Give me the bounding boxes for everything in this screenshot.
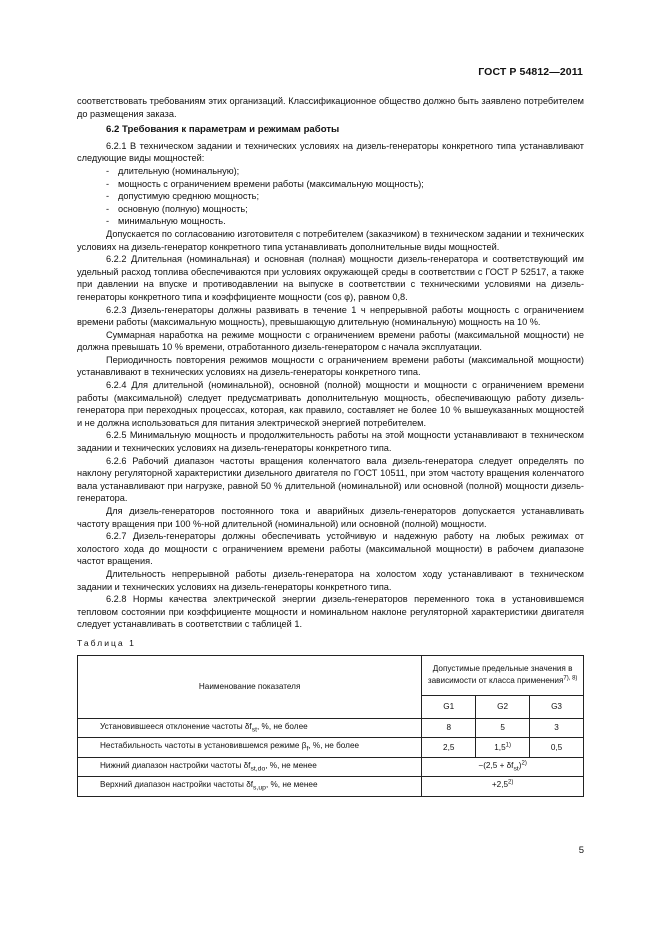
cell-g3: 3: [530, 718, 584, 738]
document-header: ГОСТ Р 54812—2011: [478, 66, 583, 78]
list-item: - допустимую среднюю мощность;: [106, 191, 260, 202]
cell-merged: $+2,5^{2)}$: [422, 777, 584, 797]
section-title: 6.2 Требования к параметрам и режимам работы: [106, 124, 340, 136]
table-row: [78, 738, 584, 758]
cell-g1: 8: [422, 718, 476, 738]
paragraph-total-runtime: Суммарная наработка на режиме мощности с ограничением времени работы (максимальной мощности) не должна превышать 10 % времени, отработанного дизель-генератором с начала эксплуатации.: [77, 329, 584, 353]
table-1: [77, 655, 584, 798]
paragraph-6-2-1: 6.2.1 В техническом задании и технических условиях на дизель-генераторы конкретного типа устанавливают следующие виды мощностей:: [77, 140, 584, 164]
document-body: [77, 95, 584, 797]
column-header-g3: G3: [530, 695, 584, 718]
paragraph-6-2-8: 6.2.8 Нормы качества электрической энергии дизель-генераторов переменного тока в установившемся тепловом состоянии при коэффициенте мощности и номинальном наклоне регуляторной характеристики двигателя следует устанавливать в соответствии с таблицей 1.: [77, 594, 584, 630]
row-name: Верхний диапазон настройки частоты $\delta f_{s,up}$, %, не менее: [78, 777, 422, 797]
column-header-name: Наименование показателя: [78, 655, 422, 718]
row-name: Нижний диапазон настройки частоты $\delta f_{st,do}$, %, не менее: [78, 757, 422, 777]
power-types-list: [77, 165, 584, 228]
table-row: [78, 718, 584, 738]
row-name: Нестабильность частоты в установившемся режиме $\beta_f$, %, не более: [78, 738, 422, 758]
page-number: 5: [578, 845, 584, 856]
cell-g1: 2,5: [422, 738, 476, 758]
column-header-g1: G1: [422, 695, 476, 718]
list-item: - основную (полную) мощность;: [106, 203, 248, 214]
paragraph-6-2-5: 6.2.5 Минимальную мощность и продолжительность работы на этой мощности устанавливают в техническом задании и технических условиях на дизель-генераторы конкретного типа.: [77, 430, 584, 454]
paragraph-dc-generators: Для дизель-генераторов постоянного тока и аварийных дизель-генераторов допускается устанавливать частоту вращения при 100 %-ной длительной (номинальной) или основной (полной) мощности.: [77, 506, 584, 529]
column-header-limits: Допустимые предельные значения в зависимости от класса применения$^{7), 8)}$: [422, 655, 584, 695]
paragraph-periodicity: Периодичность повторения режимов мощности с ограничением времени работы (максимальной мощности) устанавливают в технических условиях на дизель-генераторы конкретного типа.: [77, 354, 584, 378]
intro-paragraph: соответствовать требованиям этих организаций. Классификационное общество должно быть заявлено потребителем до размещения заказа.: [77, 96, 584, 119]
paragraph-6-2-3: 6.2.3 Дизель-генераторы должны развивать в течение 1 ч непрерывной работы мощность с ограничением времени работы (максимальную мощность), превышающую длительную (номинальную) мощность на 10 %.: [77, 304, 584, 328]
cell-g2: 5: [476, 718, 530, 738]
row-name: Установившееся отклонение частоты $\delta f_{st}$, %, не более: [78, 718, 422, 738]
table-row: [78, 777, 584, 797]
paragraph-6-2-6: 6.2.6 Рабочий диапазон частоты вращения коленчатого вала дизель-генератора следует определять по наклону регуляторной характеристики дизельного двигателя по ГОСТ 10511, при этом частоту вращения коленчатого вала устанавливают при нагрузке, равной 50 % длительной (номинальной) или основной (полной) мощности дизель-генератора.: [77, 455, 584, 504]
table-label: Таблица 1: [77, 637, 136, 648]
table-header-row: [78, 655, 584, 695]
list-item: - мощность с ограничением времени работы (максимальную мощность);: [106, 178, 424, 189]
table-row: [78, 757, 584, 777]
cell-merged: $-(2,5 + \delta f_{st})^{2)}$: [422, 757, 584, 777]
column-header-g2: G2: [476, 695, 530, 718]
cell-g2: 1,5$^{1)}$: [476, 738, 530, 758]
paragraph-idle-duration: Длительность непрерывной работы дизель-генератора на холостом ходу устанавливают в техническом задании и технических условиях на дизель-генераторы конкретного типа.: [77, 568, 584, 592]
paragraph-6-2-7: 6.2.7 Дизель-генераторы должны обеспечивать устойчивую и надежную работу на любых режимах от холостого хода до мощности с ограничением времени работы (максимальной мощности) в рабочем диапазоне частот вращения.: [77, 531, 584, 567]
list-item: - минимальную мощность.: [106, 216, 226, 227]
paragraph-agreement: Допускается по согласованию изготовителя с потребителем (заказчиком) в техническом задании и технических условиях на дизель-генератор конкретного типа устанавливать дополнительные виды мощностей.: [77, 228, 584, 252]
paragraph-6-2-2: 6.2.2 Длительная (номинальная) и основная (полная) мощности дизель-генератора и соответствующий им удельный расход топлива обеспечиваются при условиях окружающей среды в соответствии с ГОСТ Р 52517, а также при давлении на впуске и противодавлении на выпуске в соответствии с техническими условиями на дизель-генераторы конкретного типа и коэффициенте мощности (cos φ), равном 0,8.: [77, 254, 584, 302]
paragraph-6-2-4: 6.2.4 Для длительной (номинальной), основной (полной) мощности и мощности с ограничением времени работы (максимальной) следует предусматривать дополнительную мощность, обеспечивающую работу дизель-генератора при переходных процессах, которая, как правило, составляет не более 10 % вышеуказанных мощностей и не должна использоваться для питания электрической энергией потребителем.: [77, 380, 584, 428]
list-item: - длительную (номинальную);: [106, 165, 240, 176]
cell-g3: 0,5: [530, 738, 584, 758]
